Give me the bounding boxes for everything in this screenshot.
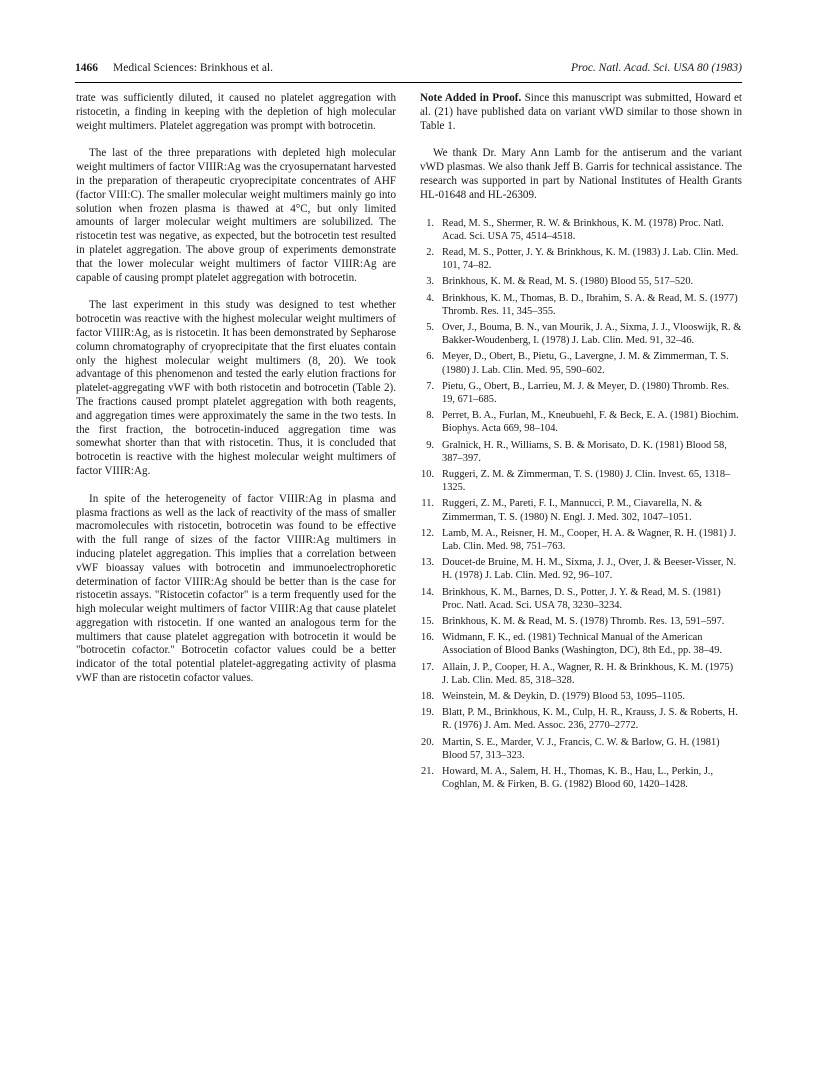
reference-item: [420, 292, 742, 318]
right-column: [420, 92, 742, 795]
reference-item: [420, 690, 742, 703]
reference-item: [420, 380, 742, 406]
reference-number: 1.: [426, 217, 434, 229]
acknowledgment: We thank Dr. Mary Ann Lamb for the antiserum and the variant vWD plasmas. We also thank Jeff B. Garris for technical assistance. The research was supported in part by National Institutes of Health Grants HL-01648 and HL-26309.: [420, 147, 742, 201]
reference-text: Ruggeri, Z. M. & Zimmerman, T. S. (1980) J. Clin. Invest. 65, 1318–1325.: [442, 469, 731, 494]
page-number: 1466: [75, 62, 98, 74]
reference-number: 18.: [421, 691, 434, 703]
reference-text: Widmann, F. K., ed. (1981) Technical Manual of the American Association of Blood Banks (Washington, DC), 8th Ed., pp. 38–49.: [442, 632, 722, 657]
reference-number: 15.: [421, 616, 434, 628]
reference-text: Read, M. S., Potter, J. Y. & Brinkhous, K. M. (1983) J. Lab. Clin. Med. 101, 74–82.: [442, 246, 739, 272]
reference-item: [420, 217, 742, 243]
reference-item: [420, 439, 742, 465]
body-paragraph: trate was sufficiently diluted, it caused no platelet aggregation with ristocetin, a finding in keeping with the depletion of high molecular weight multimers. Platelet aggregation was prompt with botrocetin.: [76, 92, 396, 132]
reference-text: Blatt, P. M., Brinkhous, K. M., Culp, H. R., Krauss, J. S. & Roberts, H. R. (1976) J. Am. Med. Assoc. 236, 2770–2772.: [442, 707, 738, 732]
reference-item: [420, 615, 742, 628]
reference-text: Brinkhous, K. M. & Read, M. S. (1978) Thromb. Res. 13, 591–597.: [442, 616, 725, 628]
reference-number: 8.: [426, 410, 434, 422]
reference-text: Brinkhous, K. M. & Read, M. S. (1980) Blood 55, 517–520.: [442, 276, 694, 288]
reference-number: 4.: [426, 292, 434, 304]
reference-number: 3.: [426, 276, 434, 288]
reference-item: [420, 765, 742, 791]
reference-number: 9.: [426, 439, 434, 451]
reference-text: Over, J., Bouma, B. N., van Mourik, J. A., Sixma, J. J., Vlooswijk, R. & Bakker-Woudenberg, I. (1978) J. Lab. Clin. Med. 91, 32–46.: [442, 322, 742, 347]
reference-list: [420, 217, 742, 792]
reference-item: [420, 527, 742, 553]
reference-number: 10.: [421, 469, 434, 481]
reference-number: 20.: [421, 736, 434, 748]
note-added-in-proof: [420, 92, 742, 133]
reference-text: Gralnick, H. R., Williams, S. B. & Morisato, D. K. (1981) Blood 58, 387–397.: [442, 439, 727, 464]
reference-item: [420, 350, 742, 376]
reference-text: Ruggeri, Z. M., Pareti, F. I., Mannucci, P. M., Ciavarella, N. & Zimmerman, T. S. (1980) N. Engl. J. Med. 302, 1047–1051.: [442, 498, 703, 523]
reference-text: Allain, J. P., Cooper, H. A., Wagner, R. H. & Brinkhous, K. M. (1975) J. Lab. Clin. Med. 85, 318–328.: [442, 661, 734, 686]
reference-text: Doucet-de Bruine, M. H. M., Sixma, J. J., Over, J. & Beeser-Visser, N. H. (1978) J. Lab. Clin. Med. 92, 96–107.: [442, 557, 737, 582]
note-heading: Note Added in Proof.: [420, 92, 522, 104]
reference-text: Pietu, G., Obert, B., Larrieu, M. J. & Meyer, D. (1980) Thromb. Res. 19, 671–685.: [442, 380, 730, 406]
note-text: Since this manuscript was submitted, Howard et al. (21) have published data on variant vWD similar to those shown in Table 1.: [420, 92, 742, 132]
reference-text: Weinstein, M. & Deykin, D. (1979) Blood 53, 1095–1105.: [442, 691, 685, 703]
reference-item: [420, 631, 742, 657]
reference-number: 16.: [421, 632, 434, 644]
reference-text: Martin, S. E., Marder, V. J., Francis, C. W. & Barlow, G. H. (1981) Blood 57, 313–323.: [442, 736, 720, 761]
reference-text: Meyer, D., Obert, B., Pietu, G., Lavergne, J. M. & Zimmerman, T. S. (1980) J. Lab. Clin. Med. 95, 590–602.: [442, 351, 729, 376]
reference-number: 13.: [421, 557, 434, 569]
reference-item: [420, 706, 742, 732]
journal-citation: Proc. Natl. Acad. Sci. USA 80 (1983): [571, 62, 742, 74]
reference-text: Howard, M. A., Salem, H. H., Thomas, K. B., Hau, L., Perkin, J., Coghlan, M. & Firken, B. G. (1982) Blood 60, 1420–1428.: [442, 766, 714, 791]
reference-text: Brinkhous, K. M., Barnes, D. S., Potter, J. Y. & Read, M. S. (1981) Proc. Natl. Acad. Sci. USA 78, 3230–3234.: [442, 586, 721, 611]
reference-text: Brinkhous, K. M., Thomas, B. D., Ibrahim, S. A. & Read, M. S. (1977) Thromb. Res. 11, 345–355.: [442, 292, 738, 317]
reference-number: 6.: [426, 351, 434, 363]
reference-item: [420, 409, 742, 435]
reference-item: [420, 556, 742, 582]
left-column: [76, 92, 396, 686]
reference-number: 21.: [421, 766, 434, 778]
reference-item: [420, 497, 742, 523]
reference-item: [420, 468, 742, 494]
reference-item: [420, 246, 742, 272]
reference-number: 14.: [421, 586, 434, 598]
reference-item: [420, 586, 742, 612]
body-paragraph: The last experiment in this study was designed to test whether botrocetin was reactive with the highest molecular weight multimers of factor VIIIR:Ag, as is ristocetin. It has been demonstrated by Sepharose column chromatography of cryoprecipitate that the first eluates contain only the highest molecular weight multimers (8, 20). We took advantage of this phenomenon and tested the early elution fractions for platelet-aggregating vWF with both ristocetin and botrocetin (Table 2). The fractions caused prompt platelet aggregation with both reagents, and aggregation times were approximately the same in the two tests. In the first fraction, the botrocetin-induced aggregation time was somewhat shorter than that with ristocetin. Thus, it is concluded that botrocetin is reactive with the highest molecular weight multimers of factor VIIIR:Ag.: [76, 299, 396, 477]
body-paragraph: In spite of the heterogeneity of factor VIIIR:Ag in plasma and plasma fractions as well as the lack of reactivity of the mass of smaller macromolecules with ristocetin, botrocetin was found to be effective with the full range of sizes of the factor VIIIR:Ag multimers in inducing platelet aggregation. This implies that a correlation between vWF bioassay values with botrocetin and immunoelectrophoretic determination of factor VIIIR:Ag should be better than is the case for ristocetin assays. "Ristocetin cofactor" is a term frequently used for the high molecular weight multimers of factor VIIIR:Ag that cause platelet aggregation with ristocetin. If one wanted an analogous term for the multimers that cause platelet aggregation with botrocetin it would be "botrocetin cofactor." Botrocetin cofactor values could be a better indicator of the total potential platelet-aggregating activity of plasma vWF than are ristocetin cofactor values.: [76, 492, 396, 685]
reference-item: [420, 275, 742, 288]
reference-number: 7.: [426, 380, 434, 392]
reference-number: 2.: [426, 246, 434, 258]
reference-text: Perret, B. A., Furlan, M., Kneubuehl, F. & Beck, E. A. (1981) Biochim. Biophys. Acta 669, 98–104.: [442, 410, 739, 435]
reference-number: 12.: [421, 527, 434, 539]
reference-number: 11.: [421, 498, 434, 510]
reference-number: 17.: [421, 661, 434, 673]
page-header: [75, 62, 742, 83]
reference-item: [420, 736, 742, 762]
reference-number: 5.: [426, 322, 434, 333]
reference-text: Lamb, M. A., Reisner, H. M., Cooper, H. A. & Wagner, R. H. (1981) J. Lab. Clin. Med. 98, 751–763.: [442, 527, 737, 553]
reference-number: 19.: [421, 707, 434, 719]
reference-item: [420, 661, 742, 687]
section-running-head: Medical Sciences: Brinkhous et al.: [113, 62, 274, 74]
reference-item: [420, 321, 742, 347]
reference-text: Read, M. S., Shermer, R. W. & Brinkhous, K. M. (1978) Proc. Natl. Acad. Sci. USA 75, 4514–4518.: [442, 217, 724, 242]
body-paragraph: The last of the three preparations with depleted high molecular weight multimers of factor VIIIR:Ag was the cryosupernatant harvested in the preparation of therapeutic cryoprecipitate concentrates of AHF (factor VIII:C). The smaller molecular weight multimers mainly go into solution when frozen plasma is thawed at 4°C, but only limited amounts of larger molecular weight multimers are solubilized. The ristocetin test was negative, as expected, but the botrocetin test resulted in platelet aggregation. The above group of experiments demonstrate that the lower molecular weight multimers of factor VIIIR:Ag are capable of causing prompt platelet aggregation with botrocetin.: [76, 147, 396, 284]
